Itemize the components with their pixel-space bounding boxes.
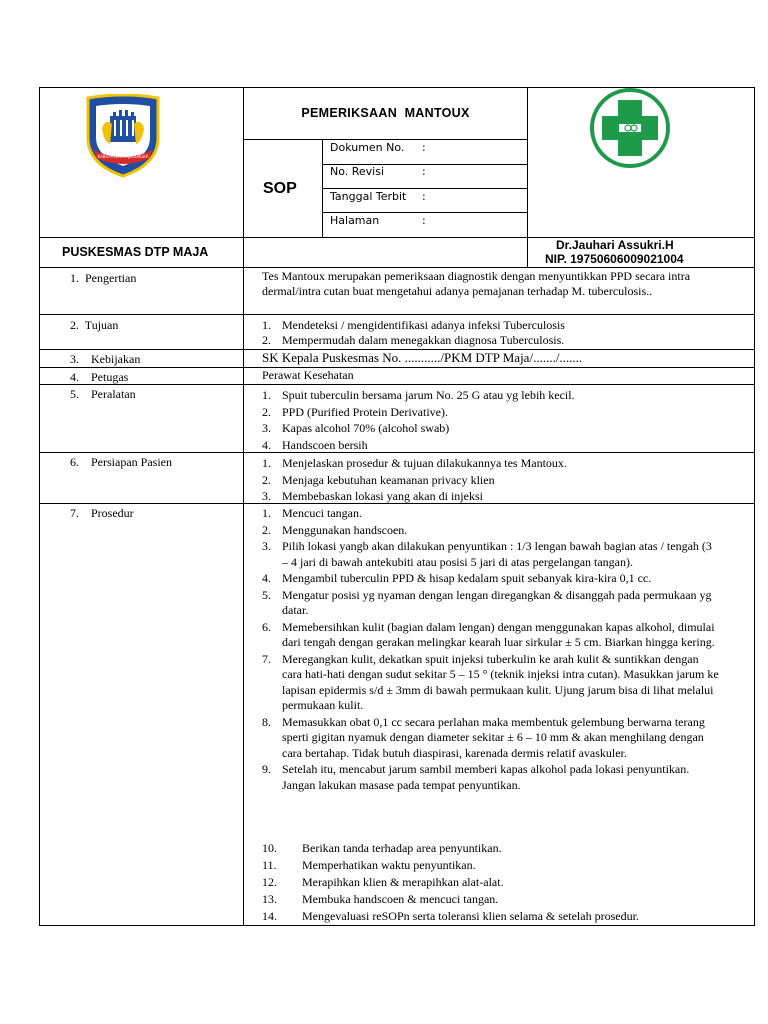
meta-label-revisi: No. Revisi [330, 165, 385, 178]
meta-value-halaman: : [422, 214, 426, 227]
list-item: 14. Mengevaluasi reSOPn serta toleransi klien selama & setelah prosedur. [262, 909, 639, 923]
list-item: 7. Meregangkan kulit, dekatkan spuit injeksi tuberkulin ke arah kulit & suntikkan dengan cara hati-hati dengan sudut sekitar 5 – 15 ° (teknik injeksi intra cutan). Masukkan jarum ke lapisan epidermis s/d ± 3mm di bawah permukaan kulit. Ujung jarum bisa di lihat melalui permukaan kulit. [262, 651, 719, 712]
signer-nip: NIP. 19750606009021004 [545, 252, 684, 266]
list-item: 1. Mencuci tangan. [262, 506, 362, 520]
list-item: 4. Mengambil tuberculin PPD & hisap kedalam spuit sebanyak kira-kira 0,1 cc. [262, 571, 652, 585]
list-item: 3. Kapas alcohol 70% (alcohol swab) [262, 421, 450, 435]
logo-ribbon-text: KABUPATEN MAJALENGKA [97, 154, 149, 159]
row-divider-kebijakan [39, 367, 755, 368]
label-tujuan: 2. Tujuan [70, 318, 119, 332]
list-item: 1. Spuit tuberculin bersama jarum No. 25 G atau yg lebih kecil. [262, 388, 575, 402]
list-item: 1. Mendeteksi / mengidentifikasi adanya infeksi Tuberculosis [262, 318, 565, 332]
header-footer-divider [39, 267, 755, 268]
meta-label-halaman: Halaman [330, 214, 380, 227]
list-item: 3. Membebaskan lokasi yang akan di injeksi [262, 489, 483, 503]
list-item: 10. Berikan tanda terhadap area penyuntikan. [262, 841, 502, 855]
list-item: 2. Menjaga kebutuhan keamanan privacy klien [262, 472, 495, 487]
meta-value-tanggal: : [422, 190, 426, 203]
puskesmas-cross-logo [577, 88, 683, 168]
list-prosedur [262, 506, 720, 793]
list-item: 12. Merapihkan klien & merapihkan alat-alat. [262, 875, 504, 889]
list-item: 1. Menjelaskan prosedur & tujuan dilakukannya tes Mantoux. [262, 456, 567, 470]
list-item: 4. Handscoen bersih [262, 437, 368, 452]
label-persiapan: 6. Persiapan Pasien [70, 455, 172, 469]
list-item: 5. Mengatur posisi yg nyaman dengan lengan diregangkan & disanggah pada permukaan yg datar. [262, 587, 712, 617]
meta-value-revisi: : [422, 165, 426, 178]
list-peralatan [262, 387, 732, 453]
list-persiapan [262, 455, 732, 505]
document-title: PEMERIKSAAN MANTOUX [301, 106, 470, 120]
list-item: 11. Memperhatikan waktu penyuntikan. [262, 858, 476, 872]
label-prosedur: 7. Prosedur [70, 506, 134, 520]
list-item: 3. Pilih lokasi yangb akan dilakukan penyuntikan : 1/3 lengan bawah bagian atas / tengah (3 – 4 jari di bawah antekubiti atau posisi 5 jari di atas pergelangan tangan). [262, 539, 712, 569]
label-petugas: 4. Petugas [70, 370, 129, 384]
list-item: 2. PPD (Purified Protein Derivative). [262, 404, 448, 419]
text-kebijakan: SK Kepala Puskesmas No. .........../PKM DTP Maja/......./....... [262, 350, 583, 365]
list-item: 6. Memebersihkan kulit (bagian dalam lengan) dengan menggunakan kapas alkohol, dimulai dari tengah dengan gerakan melingkar kearah luar sirkular ± 5 cm. Biarkan hingga kering. [262, 619, 715, 649]
list-item: 8. Memasukkan obat 0,1 cc secara perlahan maka membentuk gelembung berwarna terang sperti gigitan nyamuk dengan diameter sekitar ± 6 – 10 mm & akan menghilang dengan cara bertahap. Tidak butuh diaspirasi, karenada dermis relatif avaskuler. [262, 714, 705, 760]
list-tujuan [262, 318, 732, 349]
logo-col-divider [243, 87, 244, 926]
label-pengertian: 1. Pengertian [70, 271, 137, 285]
meta-row-divider-3 [322, 212, 527, 213]
title-divider [244, 139, 527, 140]
list-item: 9. Setelah itu, mencabut jarum sambil memberi kapas alkohol pada lokasi penyuntikan. Jangan lakukan masase pada tempat penyuntikan. [262, 762, 690, 792]
right-col-divider [527, 87, 528, 267]
text-pengertian: Tes Mantoux merupakan pemeriksaan diagnostik dengan menyuntikkan PPD secara intra dermal/intra cutan buat mengetahui adanya pemajanan terhadap M. tuberculosis.. [262, 269, 691, 299]
regency-logo [84, 94, 162, 178]
row-divider-petugas [39, 384, 755, 385]
row-divider-pengertian [39, 314, 755, 315]
text-petugas: Perawat Kesehatan [262, 368, 354, 382]
meta-row-divider-2 [322, 188, 527, 189]
institution-name: PUSKESMAS DTP MAJA [62, 245, 209, 259]
meta-label-tanggal: Tanggal Terbit [330, 190, 407, 203]
list-item: 2. Mempermudah dalam menegakkan diagnosa Tuberculosis. [262, 333, 565, 348]
label-kebijakan: 3. Kebijakan [70, 352, 141, 366]
list-item: 13. Membuka handscoen & mencuci tangan. [262, 892, 499, 906]
meta-label-dokumen: Dokumen No. [330, 141, 405, 154]
label-peralatan: 5. Peralatan [70, 387, 136, 401]
sop-label: SOP [263, 180, 297, 197]
list-item: 2. Menggunakan handscoen. [262, 522, 408, 537]
list-prosedur-continued [262, 840, 720, 925]
meta-value-dokumen: : [422, 141, 426, 154]
sop-col-divider [322, 139, 323, 237]
signer-name: Dr.Jauhari Assukri.H [556, 238, 674, 252]
